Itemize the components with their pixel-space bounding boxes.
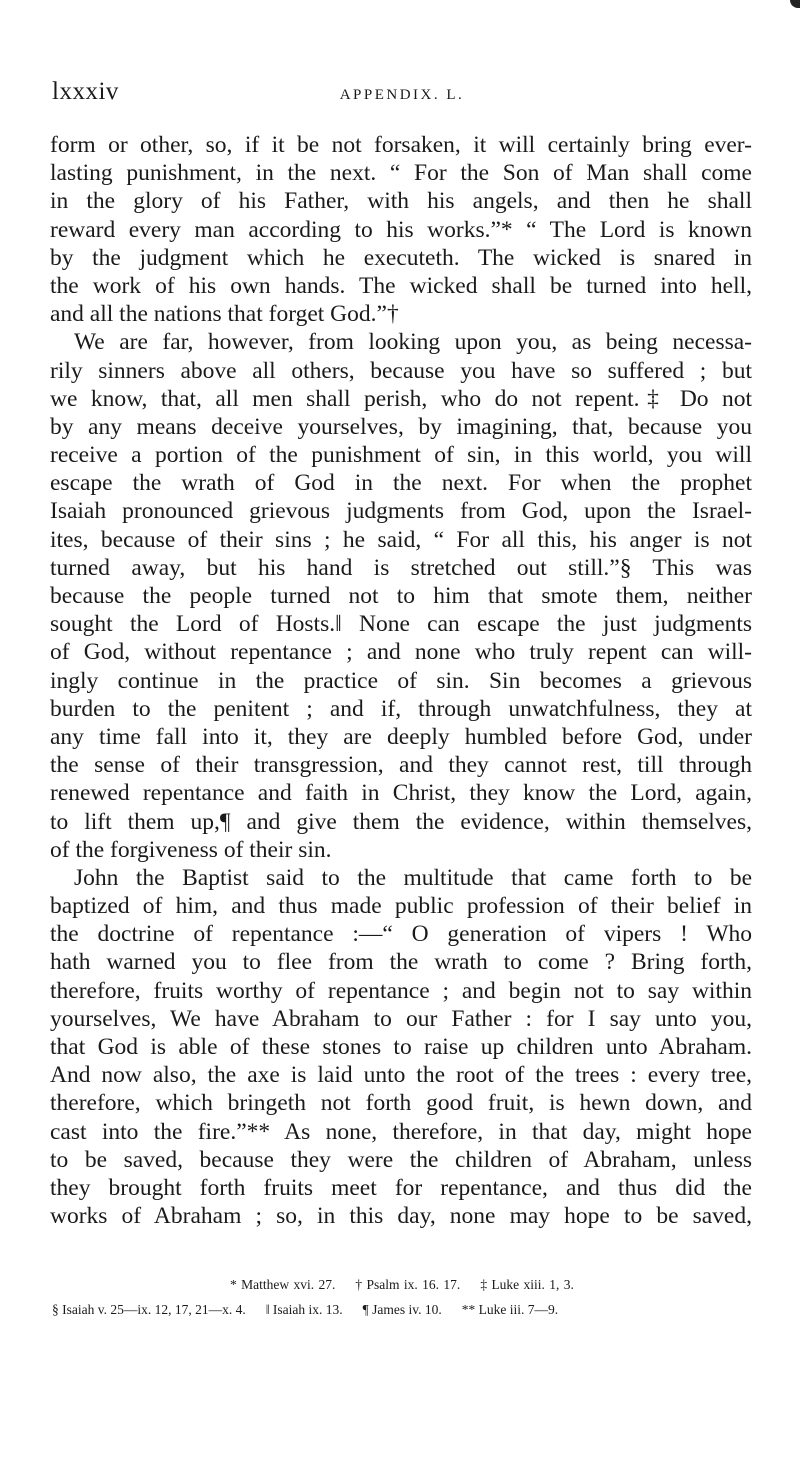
text-line: ites, because of their sins ; he said, “ For all this, his anger is not [50,526,752,553]
text-line: works of Abraham ; so, in this day, none may hope to be saved, [50,1203,752,1230]
text-line: we know, that, all men shall perish, who do not repent.‡ Do not [50,385,752,412]
text-line: by the judgment which he executeth. The wicked is snared in [50,244,752,271]
text-line: renewed repentance and faith in Christ, they know the Lord, again, [50,780,752,807]
text-line: Isaiah pronounced grievous judgments from God, upon the Israel- [50,498,752,525]
text-line: because the people turned not to him that smote them, neither [50,583,752,609]
text-line: ingly continue in the practice of sin. Sin becomes a grievous [50,667,752,694]
text-line: the work of his own hands. The wicked shall be turned into hell, [50,272,752,299]
footnote-row-2 [52,1297,752,1322]
footnote: ¶ James iv. 10. [362,1302,442,1317]
page-number: lxxxiv [52,78,119,105]
footnotes [52,1272,752,1322]
text-line: We are far, however, from looking upon you, as being necessa- [74,329,752,356]
text-line: baptized of him, and thus made public profession of their belief in [50,893,752,920]
text-line: turned away, but his hand is stretched out still.”§ This was [50,554,752,581]
footnote: ‡ Luke xiii. 1, 3. [480,1277,574,1292]
footnote: § Isaiah v. 25—ix. 12, 17, 21—x. 4. [52,1302,246,1317]
text-line: rily sinners above all others, because you have so suffered ; but [50,357,752,384]
text-line: burden to the penitent ; and if, through unwatchfulness, they at [50,695,752,722]
text-line: the doctrine of repentance :—“ O generation of vipers ! Who [50,921,752,948]
text-line: hath warned you to flee from the wrath to come ? Bring forth, [50,949,752,976]
text-line: of the forgiveness of their sin. [50,836,332,863]
text-line: they brought forth fruits meet for repentance, and thus did the [50,1174,752,1201]
text-line: therefore, fruits worthy of repentance ; and begin not to say within [50,977,752,1004]
text-line: any time fall into it, they are deeply humbled before God, under [50,723,752,750]
text-line: lasting punishment, in the next. “ For the Son of Man shall come [50,160,752,187]
footnote: * Matthew xvi. 27. [230,1277,336,1292]
text-line: receive a portion of the punishment of sin, in this world, you will [50,442,752,469]
text-line: and all the nations that forget God.”† [50,301,399,328]
text-line: therefore, which bringeth not forth good fruit, is hewn down, and [50,1090,752,1117]
text-line: yourselves, We have Abraham to our Father : for I say unto you, [50,1005,752,1032]
text-line: to be saved, because they were the children of Abraham, unless [50,1146,752,1173]
text-line: by any means deceive yourselves, by imagining, that, because you [50,413,752,440]
page-corner-mark [790,0,800,8]
text-line: of God, without repentance ; and none who truly repent can will- [50,639,752,666]
text-line: in the glory of his Father, with his angels, and then he shall [50,188,752,215]
text-line: form or other, so, if it be not forsaken, it will certainly bring ever- [50,132,752,158]
body-text [50,131,752,1230]
text-line: to lift them up,¶ and give them the evidence, within themselves, [50,808,752,835]
text-line: escape the wrath of God in the next. For when the prophet [50,470,752,497]
footnote: ‖ Isaiah ix. 13. [265,1302,343,1317]
footnote: ** Luke iii. 7—9. [461,1302,559,1317]
text-line: John the Baptist said to the multitude that came forth to be [74,864,752,891]
text-line: the sense of their transgression, and they cannot rest, till through [50,752,752,779]
running-head: APPENDIX. L. [339,87,465,103]
text-line: cast into the fire.”** As none, therefore, in that day, might hope [50,1118,752,1145]
text-line: sought the Lord of Hosts.‖ None can escape the just judgments [50,611,752,638]
text-line: reward every man according to his works.”* “ The Lord is known [50,216,752,243]
footnote: † Psalm ix. 16. 17. [355,1277,461,1292]
footnote-row-1 [52,1272,752,1297]
page-header [52,78,752,108]
text-line: And now also, the axe is laid unto the root of the trees : every tree, [50,1062,752,1089]
text-line: that God is able of these stones to raise up children unto Abraham. [50,1034,752,1060]
